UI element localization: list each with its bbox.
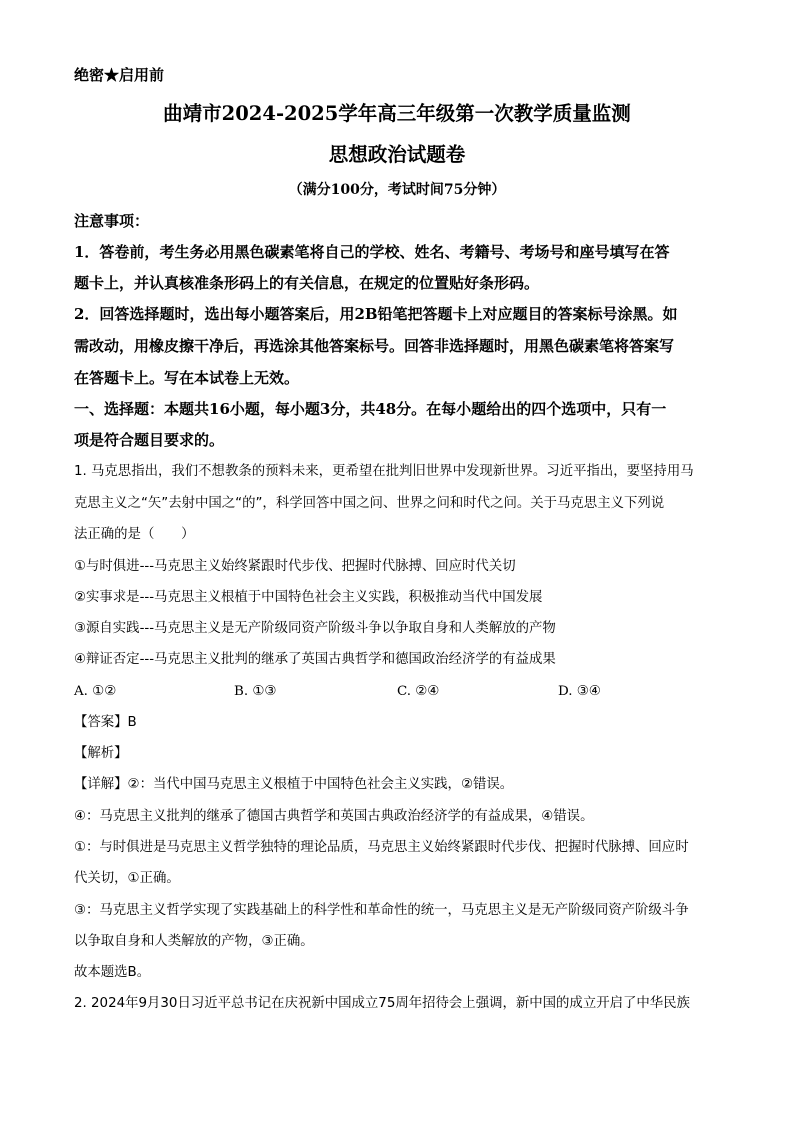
notes-heading: 注意事项：	[74, 212, 150, 230]
question1-explanation: ③：马克思主义哲学实现了实践基础上的科学性和革命性的统一，马克思主义是无产阶级同资产阶级斗争	[74, 903, 689, 918]
question1-explanation: 故本题选B。	[74, 965, 151, 980]
question1-answer: 【答案】B	[74, 715, 137, 730]
question1-explanation: 以争取自身和人类解放的产物，③正确。	[74, 934, 314, 949]
question1-option-b: B. ①③	[234, 684, 277, 699]
question1-option-a: A. ①②	[74, 684, 117, 699]
section-heading-cont: 项是符合题目要求的。	[74, 431, 225, 449]
exam-title: 曲靖市2024-2025学年高三年级第一次教学质量监测	[163, 102, 631, 125]
notes-line: 题卡上，并认真核准条形码上的有关信息，在规定的位置贴好条形码。	[74, 274, 540, 292]
question1-explanation: ④：马克思主义批判的继承了德国古典哲学和英国古典政治经济学的有益成果，④错误。	[74, 809, 594, 824]
question1-explanation: 【详解】②：当代中国马克思主义根植于中国特色社会主义实践，②错误。	[74, 777, 514, 792]
question1-option-d: D. ③④	[558, 684, 601, 699]
question1-stem: 1. 马克思指出，我们不想教条的预料未来，更希望在批判旧世界中发现新世界。习近平指出，要坚持用马	[74, 464, 694, 479]
question1-stem: 法正确的是（ ）	[74, 527, 195, 542]
notes-line: 需改动，用橡皮擦干净后，再选涂其他答案标号。回答非选择题时，用黑色碳素笔将答案写	[74, 337, 675, 355]
question1-option-c: C. ②④	[397, 684, 440, 699]
notes-line: 1．答卷前，考生务必用黑色碳素笔将自己的学校、姓名、考籍号、考场号和座号填写在答	[74, 243, 670, 261]
notes-line: 2．回答选择题时，选出每小题答案后，用2B铅笔把答题卡上对应题目的答案标号涂黑。如	[74, 305, 678, 323]
question2-stem: 2. 2024年9月30日习近平总书记在庆祝新中国成立75周年招待会上强调，新中国的成立开启了中华民族	[74, 996, 690, 1011]
question1-explanation: ①：与时俱进是马克思主义哲学独特的理论品质，马克思主义始终紧跟时代步伐、把握时代脉搏、回应时	[74, 840, 689, 855]
section-heading: 一、选择题：本题共16小题，每小题3分，共48分。在每小题给出的四个选项中，只有一	[74, 400, 667, 418]
question1-statement: ①与时俱进---马克思主义始终紧跟时代步伐、把握时代脉搏、回应时代关切	[74, 559, 516, 574]
question1-statement: ④辩证否定---马克思主义批判的继承了英国古典哲学和德国政治经济学的有益成果	[74, 652, 556, 667]
question1-explanation: 代关切，①正确。	[74, 871, 180, 886]
question1-statement: ③源自实践---马克思主义是无产阶级同资产阶级斗争以争取自身和人类解放的产物	[74, 621, 556, 636]
question1-analysis-label: 【解析】	[74, 746, 128, 761]
exam-info: （满分100分，考试时间75分钟）	[288, 182, 506, 198]
confidential-label: 绝密★启用前	[74, 66, 165, 84]
notes-line: 在答题卡上。写在本试卷上无效。	[74, 369, 300, 387]
exam-subtitle: 思想政治试题卷	[328, 143, 466, 166]
question1-statement: ②实事求是---马克思主义根植于中国特色社会主义实践，积极推动当代中国发展	[74, 590, 543, 605]
question1-stem: 克思主义之“矢”去射中国之“的”，科学回答中国之问、世界之问和时代之问。关于马克思主义下列说	[74, 496, 665, 511]
